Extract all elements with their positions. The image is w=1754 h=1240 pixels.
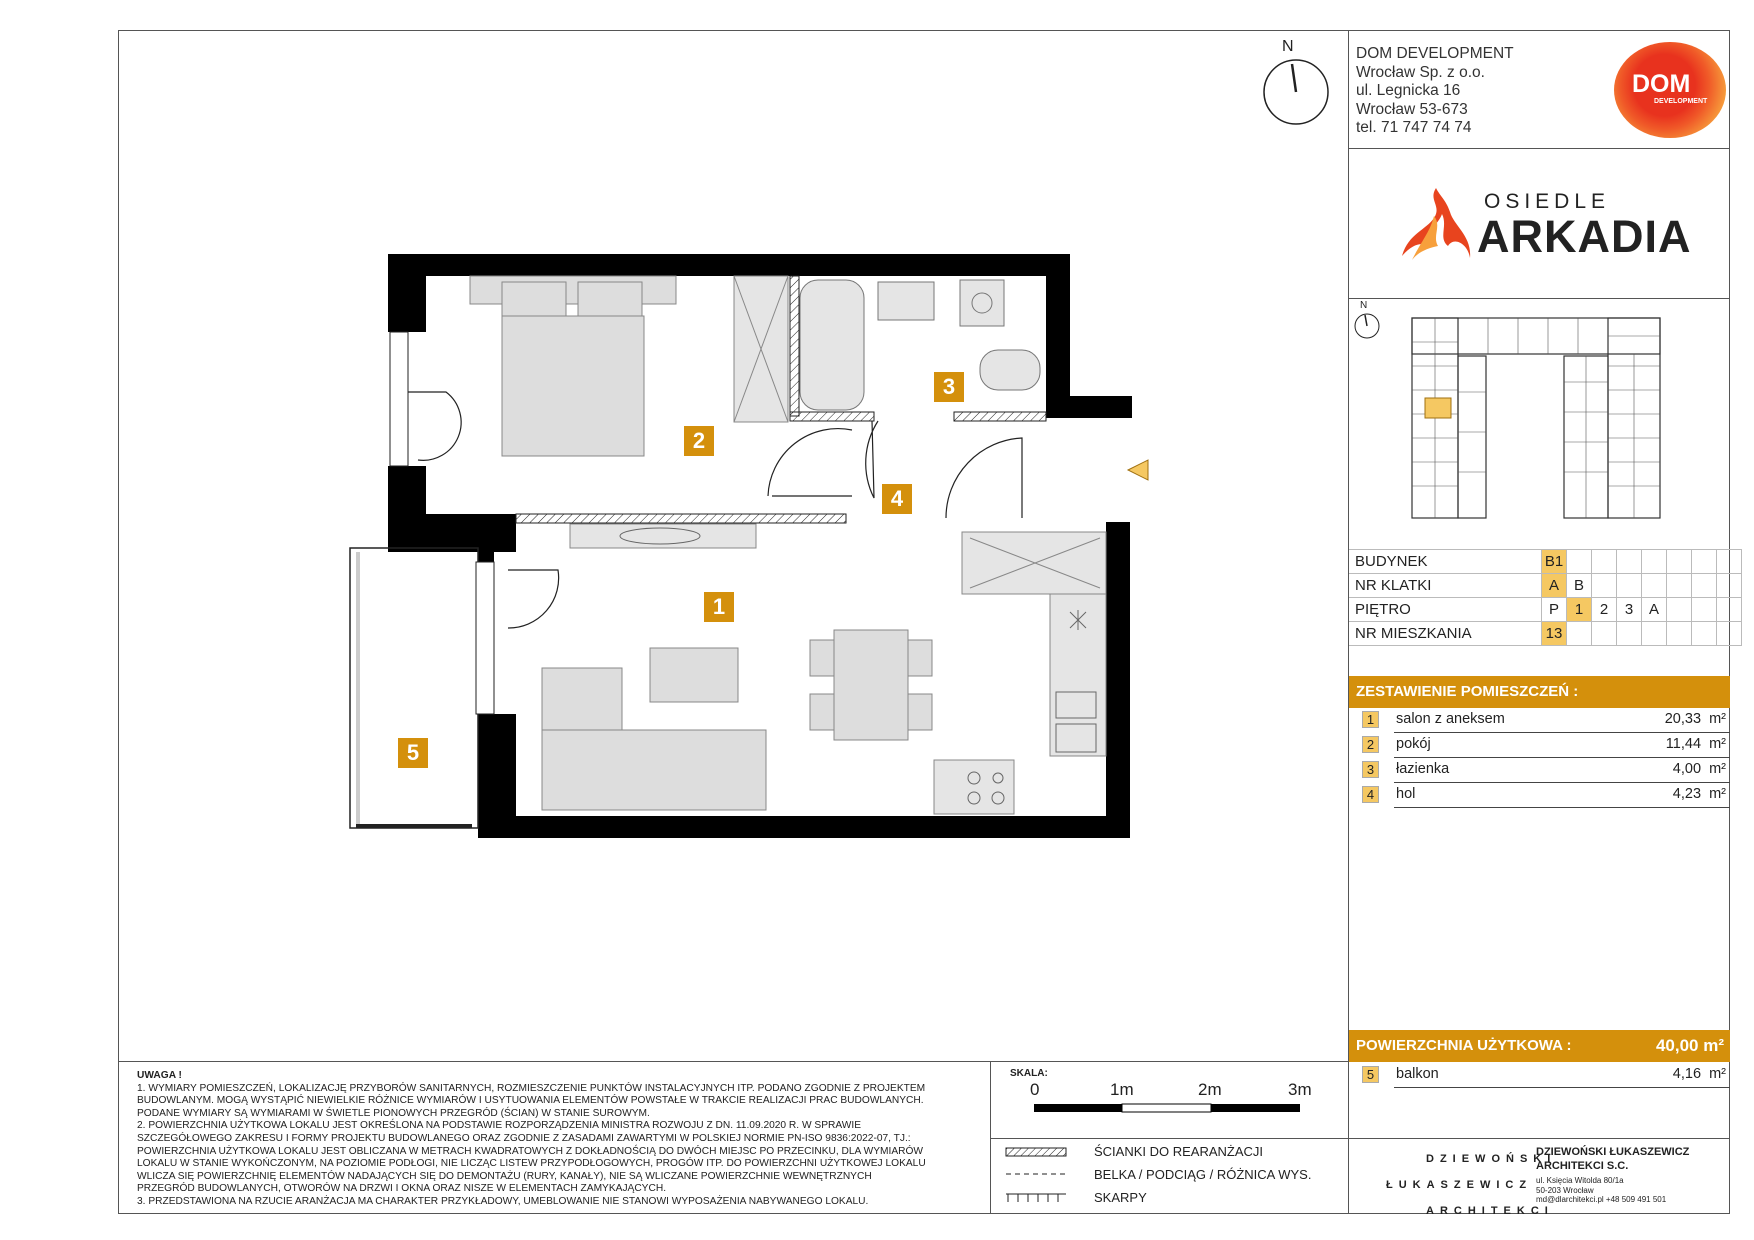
info-cell	[1642, 550, 1667, 574]
plan-label-3: 3	[934, 372, 964, 402]
room-name: hol	[1396, 786, 1416, 802]
floor-plan	[0, 0, 1200, 860]
usable-area-bar	[1349, 1030, 1730, 1062]
room-number: 5	[1362, 1066, 1379, 1083]
info-cell	[1667, 550, 1692, 574]
info-cell	[1592, 622, 1617, 646]
room-name: pokój	[1396, 736, 1431, 752]
info-cell	[1567, 622, 1592, 646]
room-number: 1	[1362, 711, 1379, 728]
balcony-row	[1362, 1065, 1730, 1088]
highlighted-apartment	[1425, 398, 1451, 418]
info-cell: 2	[1592, 598, 1617, 622]
room-name: łazienka	[1396, 761, 1450, 777]
info-cell: 1	[1567, 598, 1592, 622]
project-name-small: OSIEDLE	[1484, 190, 1611, 213]
notes-line: POWIERZCHNIA UŻYTKOWA LOKALU JEST OBLICZANA W METRACH KWADRATOWYCH Z DOKŁADNOŚCIĄ DO DWÓCH MIEJSC PO PRZECINKU, DLA WYMIARÓW	[137, 1145, 924, 1157]
scale-mark: 2m	[1198, 1080, 1222, 1099]
notes-line: PODANE WYMIARY SĄ WYMIARAMI W ŚWIETLE PIONOWYCH PRZEGRÓD (ŚCIAN) W STANIE SUROWYM.	[137, 1107, 650, 1119]
apartment-info-table	[1349, 549, 1742, 646]
scale-bar	[1034, 1102, 1304, 1114]
project-name-big: ARKADIA	[1477, 211, 1692, 262]
divider	[1348, 148, 1730, 149]
compass-icon	[1262, 58, 1330, 126]
notes-line: 2. POWIERZCHNIA UŻYTKOWA LOKALU JEST OKREŚLONA NA PODSTAWIE ROZPORZĄDZENIA MINISTRA ROZWOJU Z DN. 11.09.2020 R. W SPRAWIE	[137, 1120, 862, 1132]
room-area: 4,00 m²	[1672, 761, 1726, 777]
notes-line: LOKALU W STANIE WYKOŃCZONYM, NA POZIOMIE PODŁOGI, NIE LICZĄC LISTEW PRZYPODŁOGOWYCH, PROGÓW ITP. DO POWIERZCHNI UŻYTKOWEJ LOKALU	[137, 1158, 926, 1170]
info-label: NR KLATKI	[1349, 574, 1542, 598]
notes-line: WLICZA SIĘ POWIERZCHNIĘ ELEMENTÓW NADAJĄCYCH SIĘ DO DEMONTAŻU (RURY, KANAŁY), NIE SĄ WLICZANE POWIERZCHNIE WEWNĘTRZNYCH	[137, 1170, 872, 1182]
arkadia-flame-icon	[1398, 186, 1472, 262]
info-label: NR MIESZKANIA	[1349, 622, 1542, 646]
bottom-divider	[118, 1061, 1348, 1062]
info-cell	[1567, 550, 1592, 574]
info-row	[1349, 622, 1742, 646]
info-cell	[1667, 598, 1692, 622]
info-cell	[1642, 622, 1667, 646]
room-row	[1362, 785, 1730, 808]
legend-symbols	[1004, 1144, 1070, 1210]
company-line: ul. Legnicka 16	[1356, 82, 1461, 99]
scale-mark: 3m	[1288, 1080, 1312, 1099]
info-cell	[1717, 598, 1742, 622]
notes-title: UWAGA !	[137, 1070, 182, 1081]
notes-line: 3. PRZEDSTAWIONA NA RZUCIE ARANŻACJA MA CHARAKTER PRZYKŁADOWY, UMEBLOWANIE NIE STANOWI WYPOSAŻENIA NABYWANEGO LOKALU.	[137, 1195, 869, 1207]
logo-main-text: DOM	[1632, 70, 1691, 98]
plan-label-2: 2	[684, 426, 714, 456]
info-cell: B	[1567, 574, 1592, 598]
divider	[990, 1138, 1730, 1139]
architect-name: ARCHITEKCI S.C.	[1536, 1160, 1629, 1172]
north-label: N	[1360, 300, 1368, 311]
plan-label-4: 4	[882, 484, 912, 514]
notes-line: SZCZEGÓŁOWEGO ZAKRESU I FORMY PROJEKTU BUDOWLANEGO ORAZ ZGODNIE Z ZASADAMI ZAWARTYMI W POLSKIEJ NORMIE PN-ISO 9836:2022-07, TJ.:	[137, 1132, 911, 1144]
notes-line: PRZEGRÓD BUDOWLANYCH, OTWORÓW NA DRZWI I OKNA ORAZ NISZE W ELEMENTACH ZAMYKAJĄCYCH.	[137, 1183, 667, 1195]
room-row	[1362, 760, 1730, 783]
building-key-plan	[1408, 312, 1674, 524]
info-cell: P	[1542, 598, 1567, 622]
room-area: 11,44 m²	[1665, 736, 1726, 752]
info-cell	[1617, 574, 1642, 598]
room-area: 4,23 m²	[1672, 786, 1726, 802]
plan-label-5: 5	[398, 738, 428, 768]
usable-area-value: 40,00 m²	[1655, 1036, 1724, 1055]
room-row	[1362, 710, 1730, 733]
info-label: PIĘTRO	[1349, 598, 1542, 622]
architect-address: ul. Księcia Witolda 80/1a 50-203 Wrocław md@dlarchitekci.pl +48 509 491 501	[1536, 1176, 1667, 1204]
info-cell	[1692, 550, 1717, 574]
room-number: 2	[1362, 736, 1379, 753]
company-line: tel. 71 747 74 74	[1356, 119, 1472, 136]
company-line: Wrocław Sp. z o.o.	[1356, 63, 1485, 81]
room-name: salon z aneksem	[1396, 711, 1505, 727]
info-cell	[1717, 550, 1742, 574]
scale-mark: 0	[1030, 1080, 1040, 1099]
room-area: 20,33 m²	[1664, 711, 1726, 727]
plan-label-1: 1	[704, 592, 734, 622]
info-cell	[1642, 574, 1667, 598]
legend-item: SKARPY	[1094, 1190, 1147, 1205]
room-area: 4,16 m²	[1672, 1066, 1726, 1082]
scale-mark: 1m	[1110, 1080, 1134, 1099]
info-label: BUDYNEK	[1349, 550, 1542, 574]
architect-logo: DZIEWOŃSKI ŁUKASZEWICZ ARCHITEKCI	[1386, 1153, 1557, 1217]
room-number: 4	[1362, 786, 1379, 803]
info-row	[1349, 598, 1742, 622]
info-row	[1349, 550, 1742, 574]
company-line: Wrocław 53-673	[1356, 100, 1468, 118]
info-cell	[1717, 574, 1742, 598]
info-cell: A	[1642, 598, 1667, 622]
info-cell	[1592, 574, 1617, 598]
info-cell	[1692, 622, 1717, 646]
usable-area-label: POWIERZCHNIA UŻYTKOWA :	[1356, 1037, 1572, 1054]
scale-label: SKALA:	[1010, 1068, 1048, 1079]
company-info	[1356, 45, 1514, 138]
info-cell	[1692, 574, 1717, 598]
info-cell	[1667, 574, 1692, 598]
notes-line: 1. WYMIARY POMIESZCZEŃ, LOKALIZACJĘ PRZYBORÓW SANITARNYCH, ROZMIESZCZENIE PUNKTÓW INSTALACYJNYCH ITP. PODANO ZGODNIE Z PROJEKTEM	[137, 1082, 926, 1094]
company-line: DOM DEVELOPMENT	[1356, 45, 1514, 62]
dom-development-logo	[1614, 42, 1726, 138]
room-name: balkon	[1396, 1066, 1439, 1082]
notes-block	[137, 1070, 967, 1209]
architect-name: DZIEWOŃSKI ŁUKASZEWICZ	[1536, 1146, 1690, 1158]
info-cell	[1617, 550, 1642, 574]
divider	[1348, 298, 1730, 299]
logo-sub-text: DEVELOPMENT	[1654, 98, 1708, 105]
info-cell: B1	[1542, 550, 1567, 574]
info-cell	[1617, 622, 1642, 646]
notes-line: BUDOWLANYM. MOGĄ WYSTĄPIĆ NIEWIELKIE RÓŻNICE WYMIARÓW I USYTUOWANIA ELEMENTÓW POWSTAŁE W TRAKCIE REALIZACJI PRAC BUDOWLANYCH.	[137, 1095, 924, 1107]
compass-icon	[1353, 312, 1381, 340]
info-cell	[1667, 622, 1692, 646]
room-number: 3	[1362, 761, 1379, 778]
legend-item: ŚCIANKI DO REARANŻACJI	[1094, 1144, 1264, 1159]
north-label: N	[1282, 38, 1294, 55]
info-cell: A	[1542, 574, 1567, 598]
rooms-header: ZESTAWIENIE POMIESZCZEŃ :	[1349, 676, 1730, 708]
info-cell: 3	[1617, 598, 1642, 622]
info-row	[1349, 574, 1742, 598]
info-cell	[1592, 550, 1617, 574]
legend-item: BELKA / PODCIĄG / RÓŻNICA WYS.	[1094, 1167, 1312, 1182]
info-cell: 13	[1542, 622, 1567, 646]
info-cell	[1717, 622, 1742, 646]
info-cell	[1692, 598, 1717, 622]
room-row	[1362, 735, 1730, 758]
